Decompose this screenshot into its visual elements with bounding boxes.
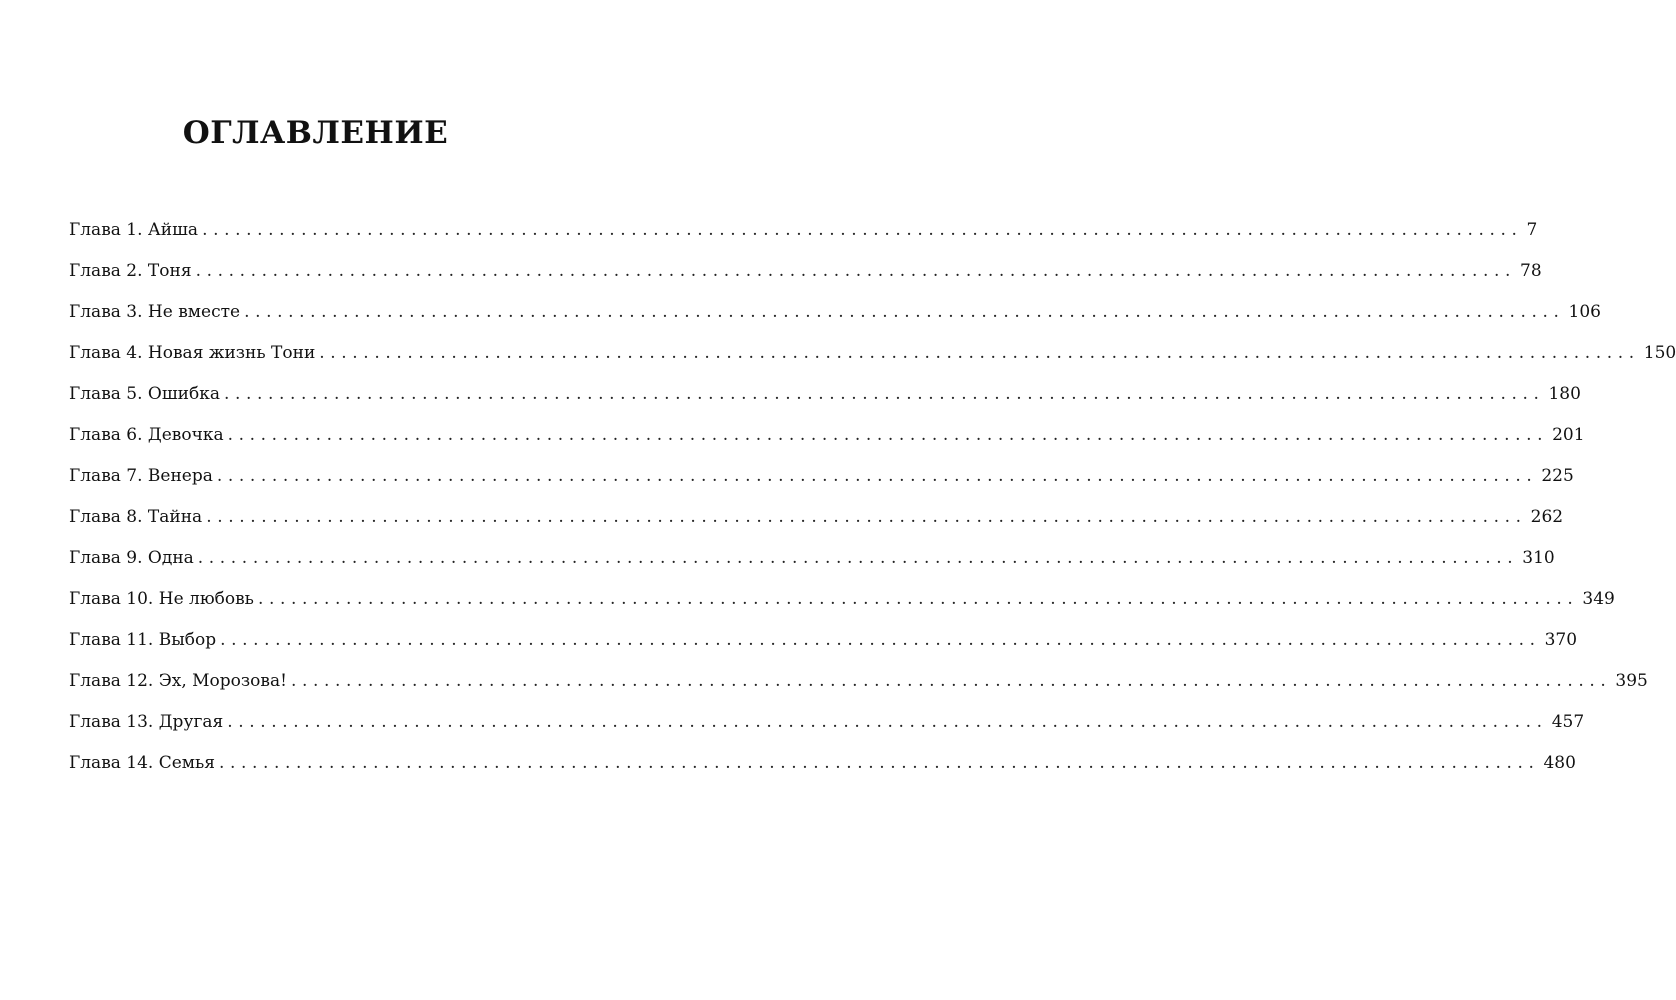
toc-leader-dots: ........................................................................................................................ (195, 261, 1517, 281)
toc-entry (69, 374, 1581, 415)
toc-entry-page-number: 225 (1541, 466, 1574, 486)
toc-entry (69, 333, 1676, 374)
toc-entry-title: Глава 5. Ошибка (69, 384, 220, 404)
toc-leader-dots: ........................................................................................................................ (227, 425, 1549, 445)
toc-entry (69, 415, 1585, 456)
toc-entry-title: Глава 10. Не любовь (69, 589, 254, 609)
toc-entry (69, 538, 1555, 579)
toc-leader-dots: ........................................................................................................................ (257, 589, 1579, 609)
toc-entry-title: Глава 8. Тайна (69, 507, 203, 527)
toc-entry-page-number: 201 (1552, 425, 1585, 445)
toc-entry-page-number: 150 (1643, 343, 1676, 363)
toc-entry-page-number: 395 (1615, 671, 1648, 691)
toc-leader-dots: ........................................................................................................................ (224, 384, 1545, 404)
toc-leader-dots: ........................................................................................................................ (206, 507, 1527, 527)
toc-entry-title: Глава 6. Девочка (69, 425, 224, 445)
toc-entry-title: Глава 7. Венера (69, 466, 213, 486)
page-title: ОГЛАВЛЕНИЕ (182, 115, 449, 151)
toc-entry-title: Глава 13. Другая (69, 712, 224, 732)
toc-leader-dots: ........................................................................................................................ (220, 630, 1541, 650)
toc-entry-page-number: 262 (1530, 507, 1564, 527)
toc-entry (69, 620, 1578, 661)
toc-entry-title: Глава 3. Не вместе (69, 302, 241, 322)
toc-entry-page-number: 480 (1543, 753, 1576, 773)
toc-entry-title: Глава 14. Семья (69, 753, 216, 773)
toc-entry-title: Глава 1. Айша (69, 220, 199, 240)
table-of-contents (69, 210, 1676, 784)
toc-leader-dots: ........................................................................................................................ (202, 220, 1523, 240)
toc-leader-dots: ........................................................................................................................ (197, 548, 1519, 568)
toc-leader-dots: ........................................................................................................................ (219, 753, 1540, 773)
toc-entry (69, 579, 1615, 620)
toc-leader-dots: ........................................................................................................................ (227, 712, 1548, 732)
toc-entry-title: Глава 9. Одна (69, 548, 194, 568)
toc-entry-title: Глава 2. Тоня (69, 261, 192, 281)
toc-entry (69, 743, 1576, 784)
toc-entry-page-number: 457 (1551, 712, 1585, 732)
toc-entry-page-number: 310 (1522, 548, 1555, 568)
toc-entry (69, 661, 1648, 702)
toc-entry (69, 456, 1574, 497)
toc-entry (69, 292, 1601, 333)
toc-entry (69, 497, 1564, 538)
toc-entry-page-number: 180 (1548, 384, 1581, 404)
toc-entry (69, 210, 1538, 251)
toc-entry-page-number: 78 (1520, 261, 1542, 281)
toc-leader-dots: ........................................................................................................................ (319, 343, 1640, 363)
toc-entry-page-number: 349 (1582, 589, 1615, 609)
toc-leader-dots: ........................................................................................................................ (290, 671, 1612, 691)
toc-entry (69, 702, 1585, 743)
toc-entry-title: Глава 12. Эх, Морозова! (69, 671, 287, 691)
toc-entry-title: Глава 4. Новая жизнь Тони (69, 343, 316, 363)
toc-entry-page-number: 370 (1544, 630, 1578, 650)
toc-entry-page-number: 106 (1568, 302, 1601, 322)
toc-entry (69, 251, 1542, 292)
toc-entry-page-number: 7 (1526, 220, 1538, 240)
toc-leader-dots: ........................................................................................................................ (216, 466, 1538, 486)
toc-leader-dots: ........................................................................................................................ (244, 302, 1565, 322)
toc-entry-title: Глава 11. Выбор (69, 630, 217, 650)
